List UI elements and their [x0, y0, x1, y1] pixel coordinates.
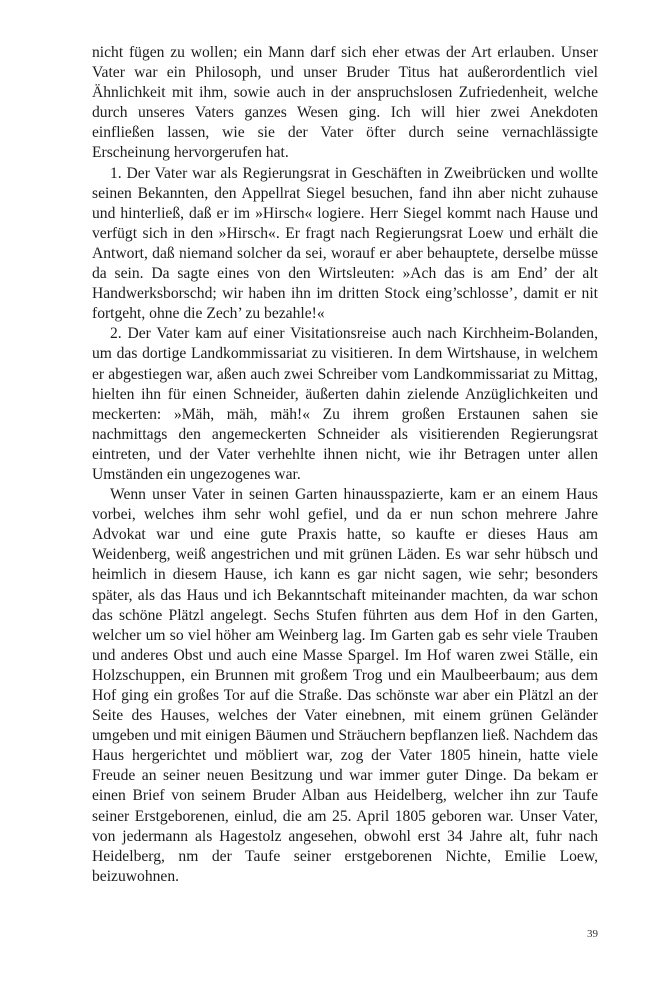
paragraph-house: Wenn unser Vater in seinen Garten hinausspazierte, kam er an einem Haus vorbei, welches ihm sehr wohl gefiel, und da er nun schon mehrere Jahre Advokat war und eine gute Praxis hatte, so kaufte er dieses Haus am Weidenberg, weiß angestrichen und mit grünen Läden. Es war sehr hübsch und heimlich in diesem Hause, ich kann es gar nicht sagen, wie sehr; besonders später, als das Haus und ich Bekanntschaft miteinander machten, da war schon das schöne Plätzl angelegt. Sechs Stufen führten aus dem Hof in den Garten, welcher um so viel höher am Weinberg lag. Im Garten gab es sehr viele Trauben und anderes Obst und auch eine Masse Spargel. Im Hof waren zwei Ställe, ein Holzschuppen, ein Brunnen mit großem Trog und ein Maulbeerbaum; aus dem Hof ging ein großes Tor auf die Straße. Das schönste war aber ein Plätzl an der Seite des Hauses, welches der Vater einebnen, mit einem grünen Geländer umgeben und mit einigen Bäumen und Sträuchern bepflanzen ließ. Nachdem das Haus hergerichtet und möbliert war, zog der Vater 1805 hinein, hatte viele Freude an seiner neuen Besitzung und war immer guter Dinge. Da bekam er einen Brief von seinem Bruder Alban aus Heidelberg, welcher ihn zur Taufe seiner Erstgeborenen, einlud, die am 25. April 1805 geboren war. Unser Vater, von jedermann als Hagestolz angesehen, obwohl erst 34 Jahre alt, fuhr nach Heidelberg, nm der Taufe seiner erstgeborenen Nichte, Emilie Loew, beizuwohnen. [92, 486, 598, 885]
paragraph-continuation: nicht fügen zu wollen; ein Mann darf sich eher etwas der Art erlauben. Unser Vater war ein Philosoph, und unser Bruder Titus hat außerordentlich viel Ähnlichkeit mit ihm, sowie auch in der anspruchslosen Zufriedenheit, welche durch unseres Vaters ganzes Wesen ging. Ich will hier zwei Anekdoten einfließen lassen, wie sie der Vater öfter durch seine vernachlässigte Erscheinung hervorgerufen hat. [92, 44, 598, 162]
page-number: 39 [587, 928, 598, 940]
paragraph-anecdote-1: 1. Der Vater war als Regierungsrat in Geschäften in Zweibrücken und wollte seinen Bekannten, den Appellrat Siegel besuchen, fand ihn aber nicht zuhause und hinterließ, daß er im »Hirsch« logiere. Herr Siegel kommt nach Hause und verfügt sich in den »Hirsch«. Er fragt nach Regierungsrat Loew und erhält die Antwort, daß niemand solcher da sei, worauf er aber behauptete, derselbe müsse da sein. Da sagte eines von den Wirtsleuten: »Ach das is am End’ der alt Handwerksborschd; wir haben ihn im dritten Stock eing’schlosse’, damit er nit fortgeht, ohne die Zech’ zu bezahle!« [92, 164, 598, 323]
page-body [92, 43, 598, 887]
paragraph-anecdote-2: 2. Der Vater kam auf einer Visitationsreise auch nach Kirchheim-Bolanden, um das dortige Landkommissariat zu visitieren. In dem Wirtshause, in welchem er abgestiegen war, aßen auch zwei Schreiber vom Landkommissariat zu Mittag, hielten ihn für einen Schneider, äußerten dahin zielende Anzüglichkeiten und meckerten: »Mäh, mäh, mäh!« Zu ihrem großen Erstaunen sahen sie nachmittags den angemeckerten Schneider als visitierenden Regierungsrat eintreten, und der Vater verhehlte ihnen nicht, wie ihr Betragen unter allen Umständen ein ungezogenes war. [92, 325, 598, 483]
